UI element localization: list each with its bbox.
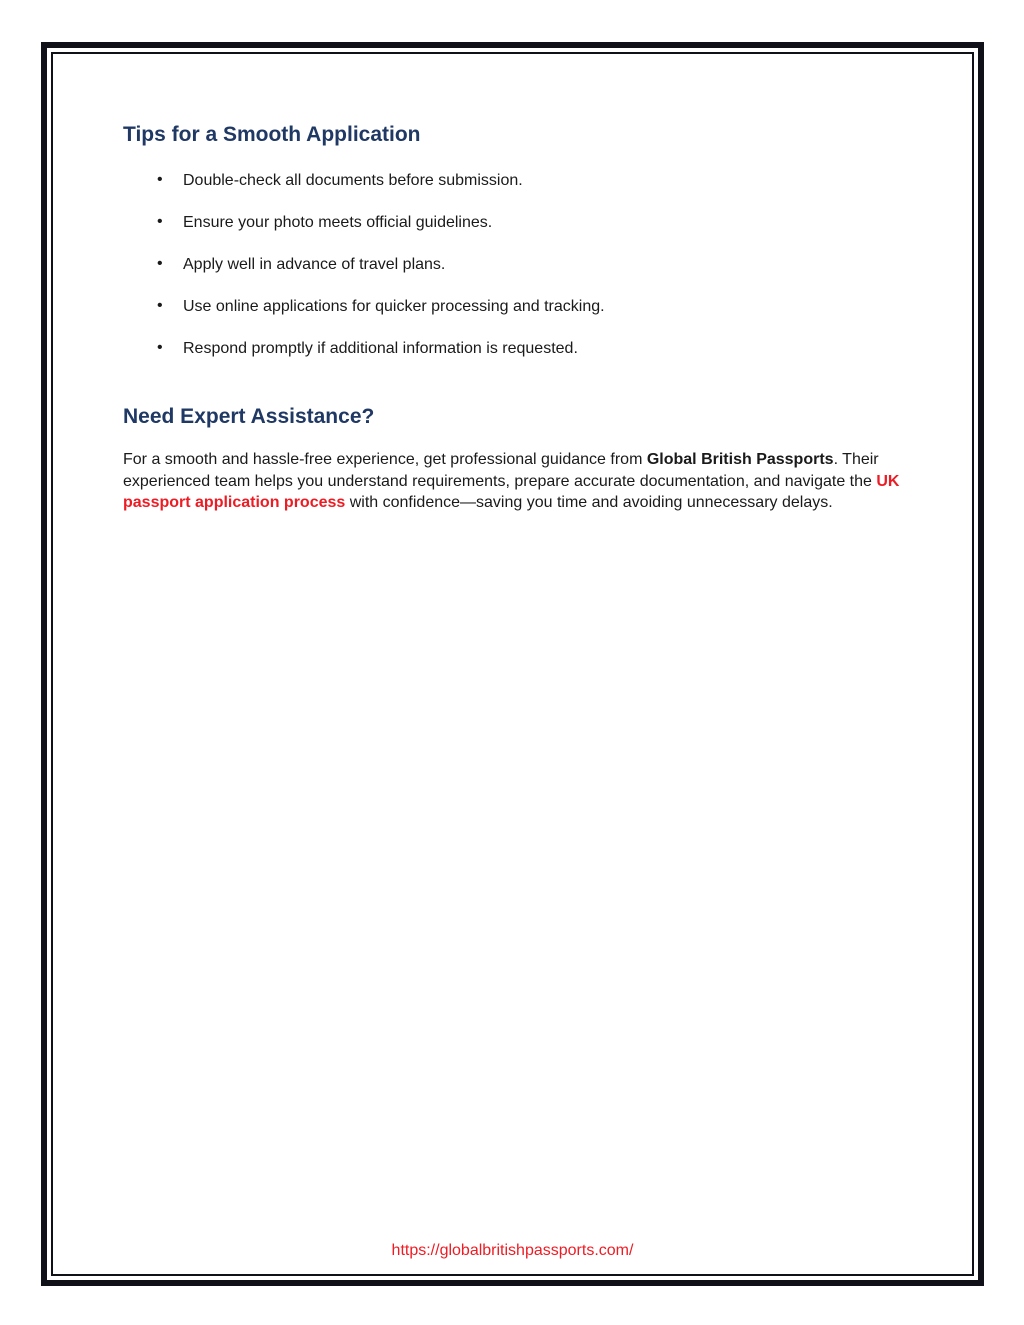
bullet-icon: • <box>157 255 163 272</box>
assistance-paragraph <box>123 449 905 514</box>
list-item-text: Apply well in advance of travel plans. <box>183 256 446 273</box>
list-item <box>123 254 887 275</box>
text-segment: . Their experienced team helps you understand requirements, prepare accurate documentation, and navigate the <box>123 451 879 490</box>
footer-url-link[interactable]: https://globalbritishpassports.com/ <box>391 1242 634 1259</box>
list-item-text: Use online applications for quicker processing and tracking. <box>183 298 605 315</box>
bullet-icon: • <box>157 339 163 356</box>
tips-list <box>123 170 887 359</box>
bullet-icon: • <box>157 213 163 230</box>
text-segment: with confidence—saving you time and avoiding unnecessary delays. <box>345 494 833 511</box>
list-item <box>123 212 887 233</box>
page-content <box>53 54 972 1274</box>
uk-passport-link[interactable]: UK passport application process <box>123 472 900 511</box>
list-item-text: Respond promptly if additional information is requested. <box>183 340 578 357</box>
bullet-icon: • <box>157 297 163 314</box>
assistance-heading: Need Expert Assistance? <box>123 405 375 428</box>
list-item <box>123 338 887 359</box>
page-frame-gap <box>47 48 978 1280</box>
page-frame <box>41 42 984 1286</box>
page-frame-inner <box>51 52 974 1276</box>
text-segment: For a smooth and hassle-free experience, get professional guidance from <box>123 451 647 468</box>
bullet-icon: • <box>157 171 163 188</box>
company-name: Global British Passports <box>646 451 834 468</box>
list-item <box>123 170 887 191</box>
tips-heading: Tips for a Smooth Application <box>123 123 421 146</box>
list-item <box>123 296 887 317</box>
list-item-text: Ensure your photo meets official guidelines. <box>183 214 493 231</box>
page-footer <box>53 1241 972 1261</box>
list-item-text: Double-check all documents before submission. <box>183 172 523 189</box>
